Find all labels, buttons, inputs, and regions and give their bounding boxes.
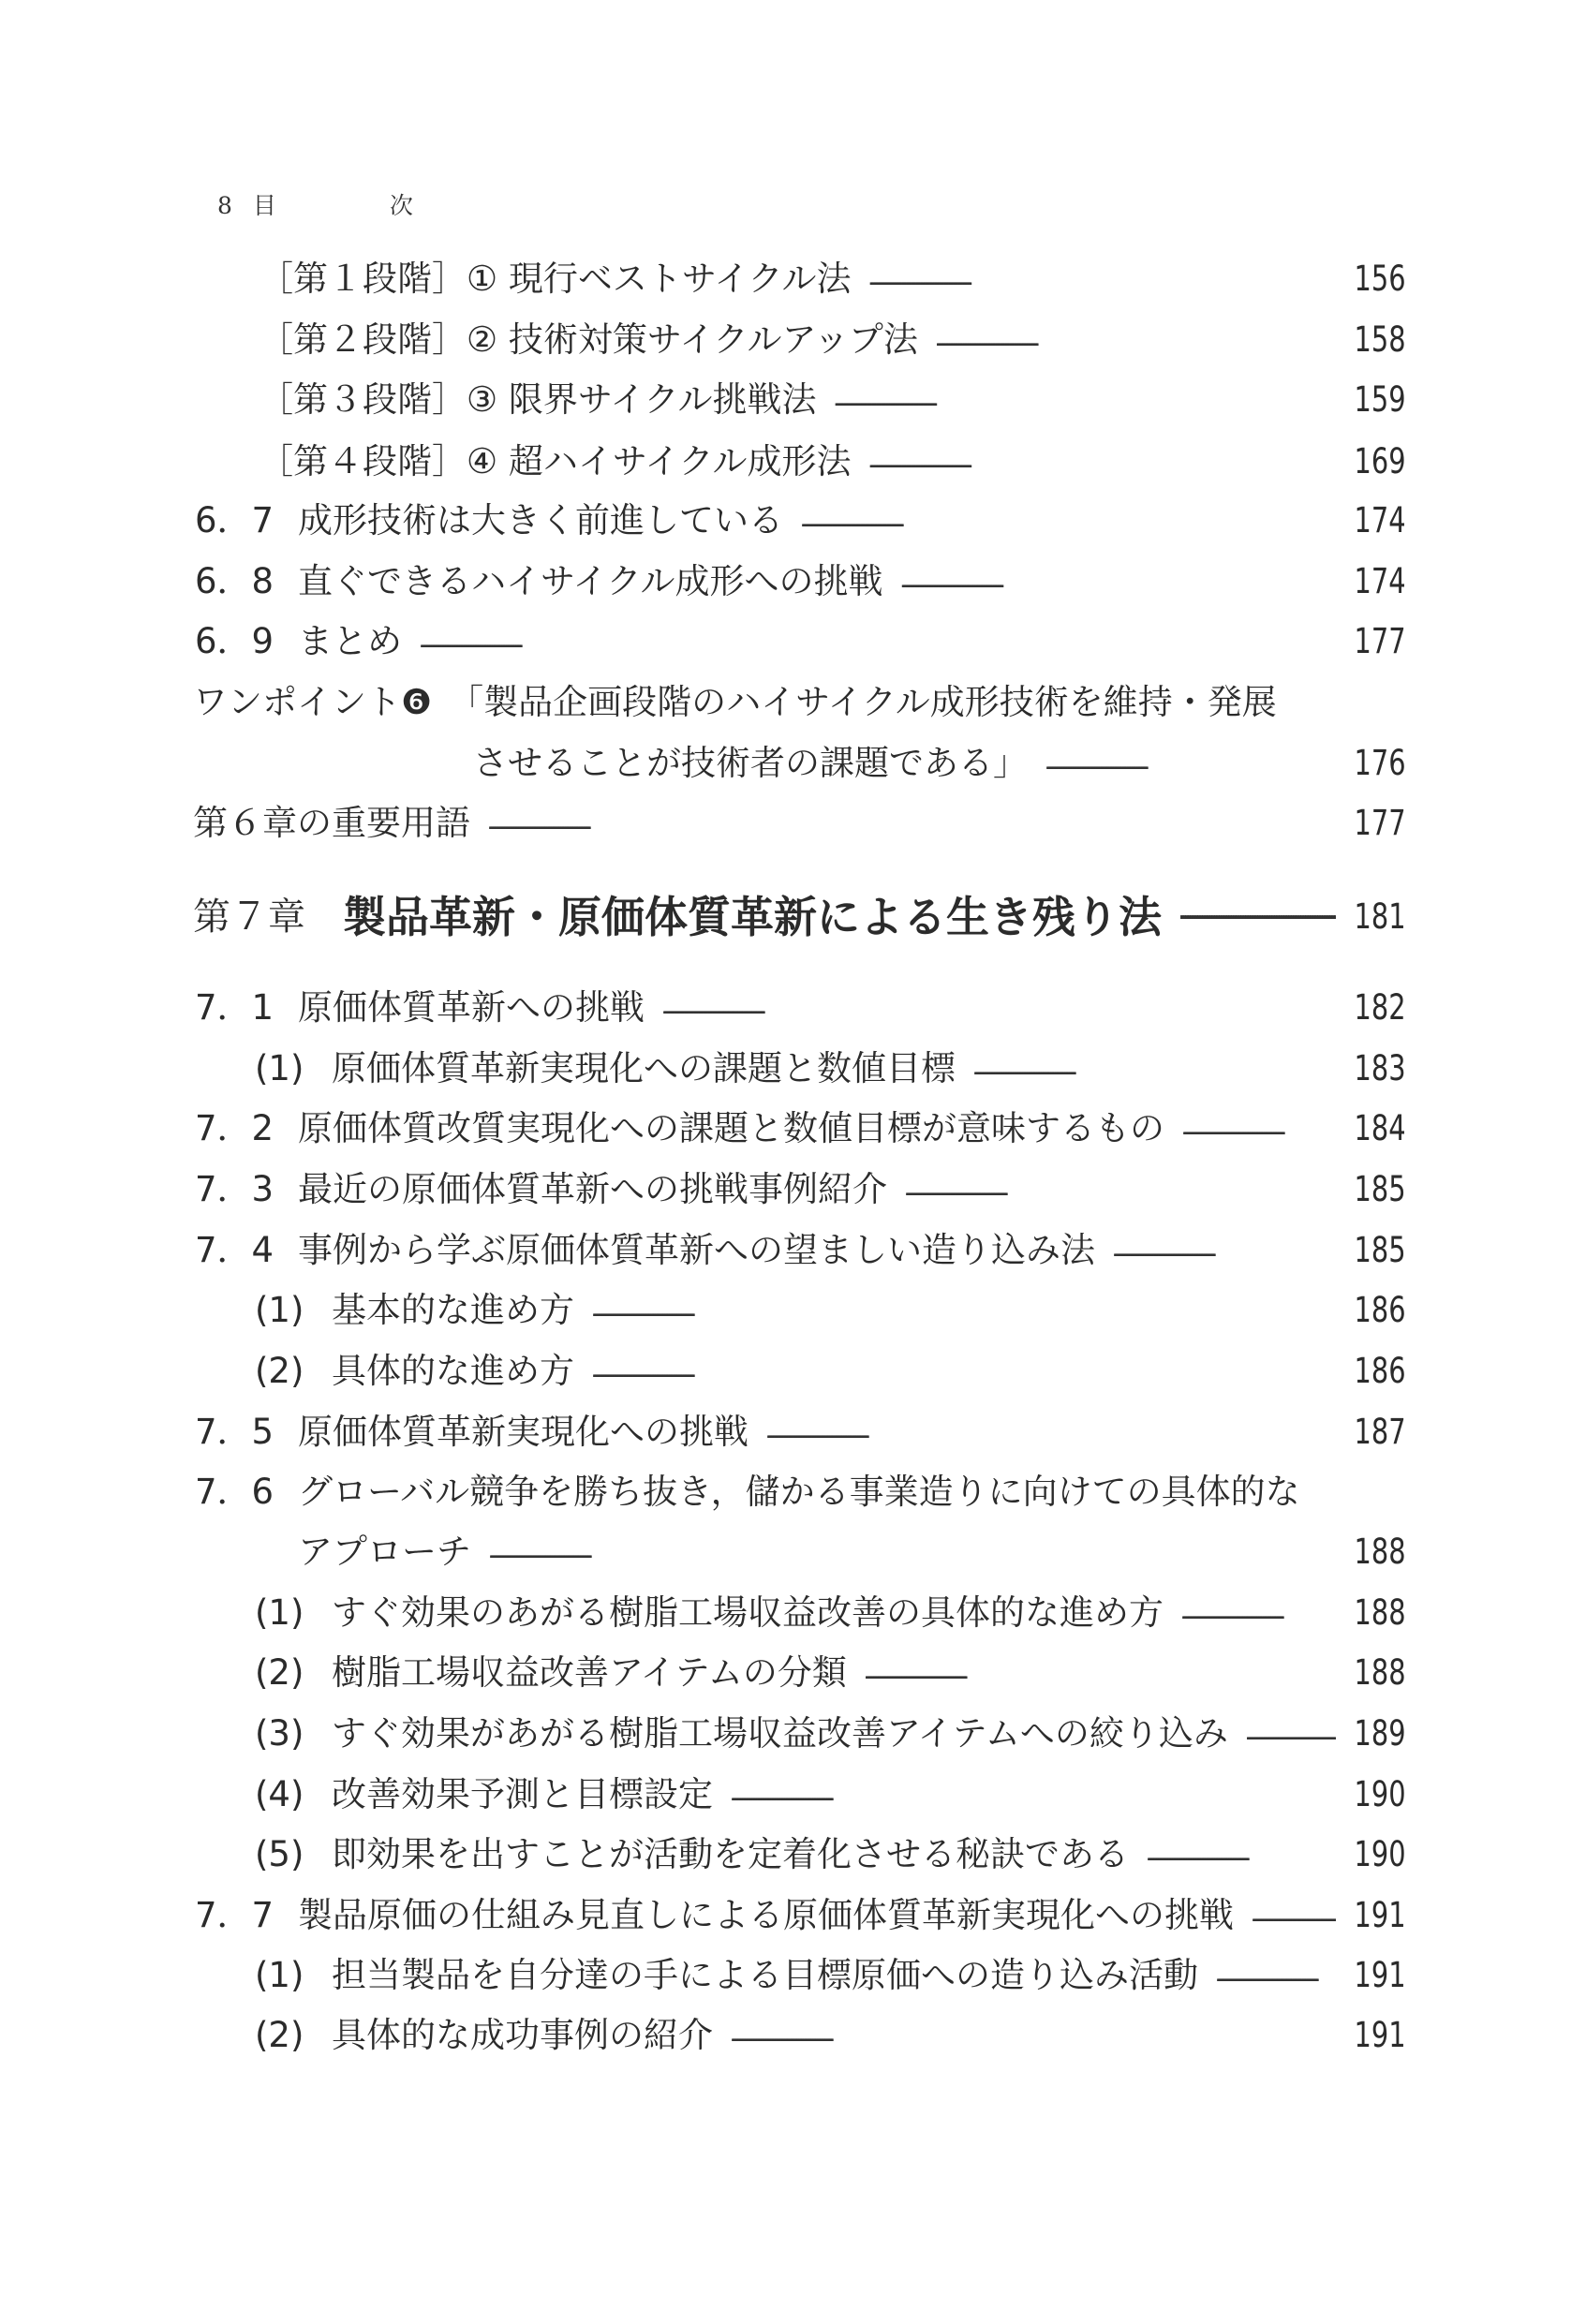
entry-number: 6．9 <box>195 621 274 661</box>
chapter-title: 製品革新・原価体質革新による生き残り法 <box>343 892 1162 942</box>
leader-dots <box>487 801 1336 846</box>
entry-number: (1) <box>255 1048 304 1088</box>
entry-page: 190 <box>1354 1834 1406 1874</box>
entry-page: 191 <box>1354 2015 1406 2055</box>
toc-entry[interactable] <box>195 1410 1406 1455</box>
entry-page: 186 <box>1354 1290 1406 1330</box>
leader-dots <box>1178 890 1336 944</box>
entry-title: 基本的な進め方 <box>332 1290 574 1330</box>
entry-page: 181 <box>1354 896 1406 937</box>
toc-entry[interactable] <box>193 801 1406 846</box>
toc-entry[interactable] <box>259 377 1406 422</box>
toc-entry[interactable] <box>255 1046 1406 1091</box>
entry-page: 185 <box>1354 1169 1406 1209</box>
entry-title: 具体的な成功事例の紹介 <box>332 2015 713 2055</box>
entry-title: 製品原価の仕組み見直しによる原価体質革新実現化への挑戦 <box>298 1895 1234 1935</box>
entry-title: 原価体質革新への挑戦 <box>298 987 645 1028</box>
entry-title: ［第３段階］③ 限界サイクル挑戦法 <box>259 379 817 420</box>
leader-dots <box>419 619 1336 664</box>
toc-entry[interactable] <box>255 1953 1406 1998</box>
entry-page: 177 <box>1354 803 1406 843</box>
entry-page: 183 <box>1354 1048 1406 1088</box>
leader-dots <box>1215 1953 1336 1998</box>
entry-title: すぐ効果のあがる樹脂工場収益改善の具体的な進め方 <box>332 1592 1164 1633</box>
entry-title: 成形技術は大きく前進している <box>298 500 783 540</box>
entry-number: (4) <box>255 1774 304 1814</box>
entry-title: 原価体質改質実現化への課題と数値目標が意味するもの <box>298 1108 1164 1148</box>
leader-dots <box>488 1530 1336 1575</box>
leader-dots <box>661 985 1336 1030</box>
entry-title: 原価体質革新実現化への課題と数値目標 <box>332 1048 956 1088</box>
entry-number: (5) <box>255 1834 304 1874</box>
entry-title: すぐ効果があがる樹脂工場収益改善アイテムへの絞り込み <box>332 1713 1228 1754</box>
entry-number: (2) <box>255 2015 304 2055</box>
toc-entry[interactable] <box>195 559 1406 604</box>
entry-number: (2) <box>255 1351 304 1391</box>
entry-title: アプローチ <box>298 1532 471 1572</box>
leader-dots <box>800 498 1336 543</box>
entry-page: 191 <box>1354 1895 1406 1935</box>
entry-title: 事例から学ぶ原価体質革新への望ましい造り込み法 <box>298 1230 1095 1270</box>
entry-page: 188 <box>1354 1592 1406 1633</box>
leader-dots <box>1045 741 1336 786</box>
entry-page: 169 <box>1354 441 1406 481</box>
entry-page: 187 <box>1354 1412 1406 1452</box>
chapter-heading[interactable] <box>193 890 1406 944</box>
entry-page: 159 <box>1354 379 1406 420</box>
entry-number: (1) <box>255 1290 304 1330</box>
entry-number: 6．8 <box>195 561 274 601</box>
toc-entry[interactable] <box>255 2013 1406 2058</box>
leader-dots <box>864 1650 1337 1695</box>
entry-title: まとめ <box>298 621 402 661</box>
entry-page: 190 <box>1354 1774 1406 1814</box>
entry-number: 7．6 <box>195 1472 274 1512</box>
toc-entry[interactable] <box>259 439 1406 484</box>
entry-number: 7．1 <box>195 987 274 1028</box>
entry-number: (1) <box>255 1592 304 1633</box>
entry-title: 改善効果予測と目標設定 <box>332 1774 713 1814</box>
entry-page: 184 <box>1354 1108 1406 1148</box>
page-header <box>217 187 458 221</box>
toc-entry[interactable] <box>255 1772 1406 1817</box>
entry-title: 直ぐできるハイサイクル成形への挑戦 <box>298 561 883 601</box>
entry-page: 156 <box>1354 259 1406 299</box>
toc-entry[interactable] <box>255 1591 1406 1636</box>
onepoint-label: ワンポイント❻ <box>193 682 433 722</box>
leader-dots <box>765 1410 1336 1455</box>
leader-dots <box>591 1349 1336 1394</box>
leader-dots <box>1180 1591 1336 1636</box>
entry-page: 188 <box>1354 1532 1406 1572</box>
entry-title: ［第１段階］① 現行ベストサイクル法 <box>259 259 852 299</box>
leader-dots <box>868 257 1337 302</box>
entry-7-6-first-line[interactable] <box>195 1470 1300 1515</box>
entry-number: (2) <box>255 1652 304 1693</box>
entry-number: 7．2 <box>195 1108 274 1148</box>
entry-number: (3) <box>255 1713 304 1754</box>
leader-dots <box>730 2013 1336 2058</box>
entry-title: ［第２段階］② 技術対策サイクルアップ法 <box>259 319 918 360</box>
toc-entry[interactable] <box>255 1349 1406 1394</box>
entry-page: 188 <box>1354 1652 1406 1693</box>
leader-dots <box>730 1772 1336 1817</box>
toc-entry[interactable] <box>259 257 1406 302</box>
entry-number: (1) <box>255 1955 304 1995</box>
leader-dots <box>834 377 1337 422</box>
leader-dots <box>935 318 1336 363</box>
entry-title: ［第４段階］④ 超ハイサイクル成形法 <box>259 441 852 481</box>
toc-entry[interactable] <box>195 1228 1406 1273</box>
entry-number: 7．5 <box>195 1412 274 1452</box>
page-number: 8 <box>217 192 232 219</box>
entry-page: 182 <box>1354 987 1406 1028</box>
entry-page: 189 <box>1354 1713 1406 1754</box>
entry-page: 185 <box>1354 1230 1406 1270</box>
entry-title: 具体的な進め方 <box>332 1351 574 1391</box>
leader-dots <box>904 1167 1336 1212</box>
onepoint-text: 「製品企画段階のハイサイクル成形技術を維持・発展 <box>449 682 1277 722</box>
entry-title: グローバル競争を勝ち抜き，儲かる事業造りに向けての具体的な <box>298 1472 1300 1512</box>
entry-title: 第６章の重要用語 <box>193 803 470 843</box>
entry-title: 樹脂工場収益改善アイテムの分類 <box>332 1652 847 1693</box>
entry-title: 原価体質革新実現化への挑戦 <box>298 1412 749 1452</box>
entry-page: 176 <box>1354 743 1406 783</box>
entry-page: 177 <box>1354 621 1406 661</box>
toc-entry[interactable] <box>255 1711 1406 1756</box>
leader-dots <box>1146 1832 1336 1877</box>
entry-title: 最近の原価体質革新への挑戦事例紹介 <box>298 1169 887 1209</box>
entry-page: 174 <box>1354 561 1406 601</box>
entry-page: 174 <box>1354 500 1406 540</box>
entry-page: 191 <box>1354 1955 1406 1995</box>
onepoint-first-line[interactable] <box>193 680 1277 725</box>
leader-dots <box>868 439 1337 484</box>
toc-entry[interactable] <box>195 1893 1406 1938</box>
leader-dots <box>591 1288 1336 1333</box>
chapter-number: 第７章 <box>193 896 305 939</box>
entry-number: 6．7 <box>195 500 274 540</box>
leader-dots <box>1112 1228 1336 1273</box>
entry-page: 186 <box>1354 1351 1406 1391</box>
toc-entry[interactable] <box>195 619 1406 664</box>
toc-entry[interactable] <box>298 1530 1406 1575</box>
toc-entry[interactable] <box>255 1832 1406 1877</box>
toc-entry[interactable] <box>473 741 1406 786</box>
toc-entry[interactable] <box>195 985 1406 1030</box>
running-title: 目 次 <box>252 192 458 219</box>
leader-dots <box>1251 1893 1336 1938</box>
entry-title: 即効果を出すことが活動を定着化させる秘訣である <box>332 1834 1129 1874</box>
toc-entry[interactable] <box>195 498 1406 543</box>
entry-title: させることが技術者の課題である」 <box>473 743 1028 783</box>
toc-entry[interactable] <box>195 1167 1406 1212</box>
leader-dots <box>1245 1711 1337 1756</box>
entry-number: 7．4 <box>195 1230 274 1270</box>
entry-number: 7．3 <box>195 1169 274 1209</box>
toc-entry[interactable] <box>259 318 1406 363</box>
toc-entry[interactable] <box>195 1106 1406 1151</box>
entry-page: 158 <box>1354 319 1406 360</box>
leader-dots <box>1181 1106 1336 1151</box>
toc-entry[interactable] <box>255 1288 1406 1333</box>
leader-dots <box>900 559 1337 604</box>
leader-dots <box>972 1046 1336 1091</box>
entry-number: 7．7 <box>195 1895 274 1935</box>
toc-entry[interactable] <box>255 1650 1406 1695</box>
entry-title: 担当製品を自分達の手による目標原価への造り込み活動 <box>332 1955 1198 1995</box>
